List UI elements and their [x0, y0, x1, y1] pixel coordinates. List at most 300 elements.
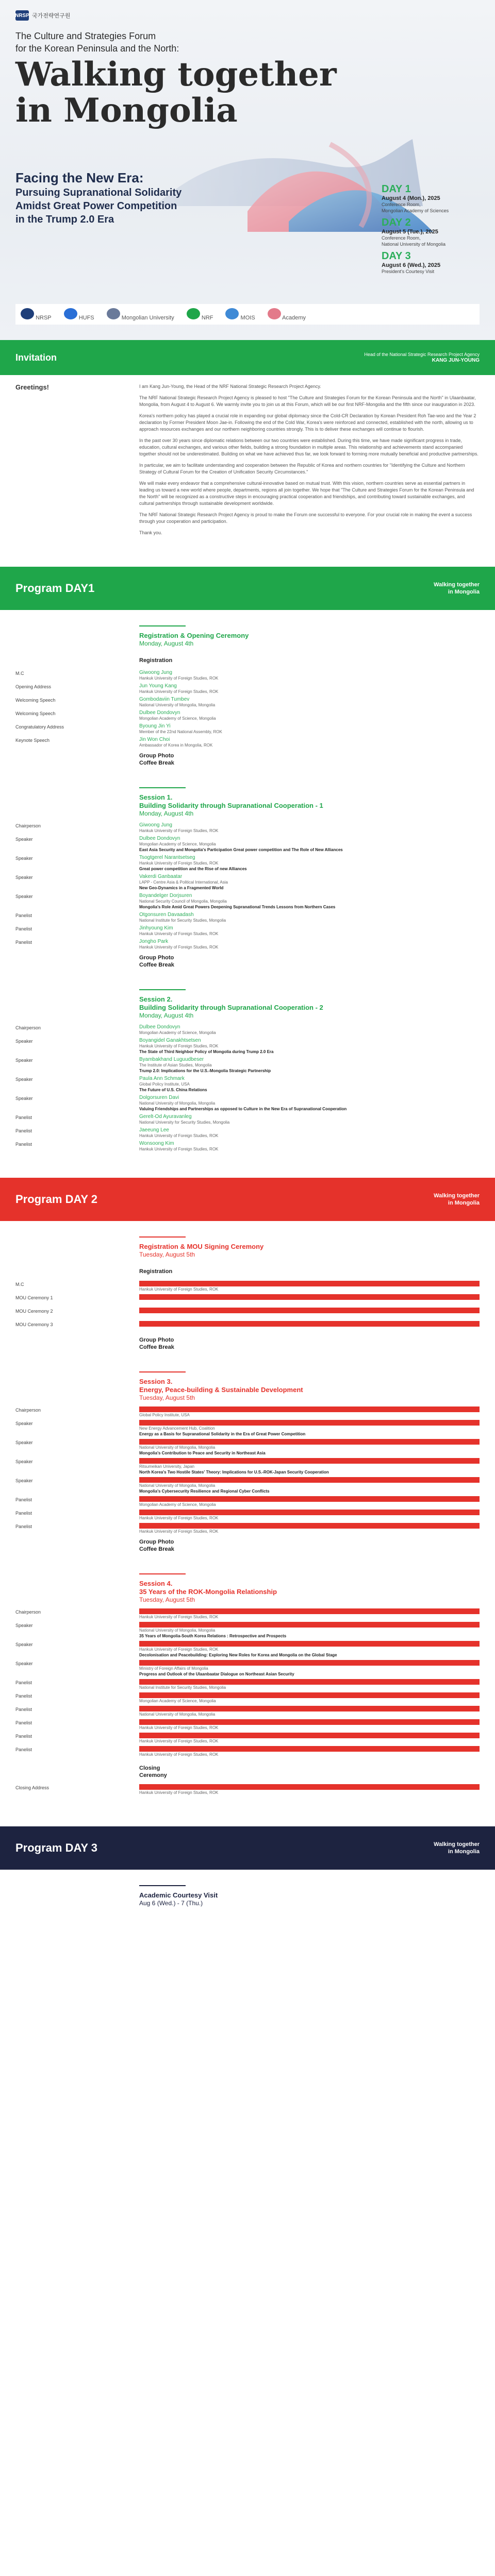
row-content — [139, 1125, 480, 1139]
row-label: Panelist — [15, 1707, 32, 1712]
program-row — [15, 668, 480, 681]
person-name: Jongho Park — [139, 1523, 480, 1529]
row-label: Panelist — [15, 926, 32, 931]
row-label: Speaker — [15, 1623, 33, 1628]
invitation-body — [0, 375, 495, 567]
section-date: Tuesday, August 5th — [139, 1251, 195, 1258]
partner-logo[interactable] — [21, 308, 52, 321]
section-divider — [139, 1236, 186, 1238]
program-row — [15, 1074, 480, 1093]
program-row — [15, 735, 480, 748]
row-content — [139, 853, 480, 872]
person-affiliation: National University of Mongolia, Mongolia — [139, 1628, 216, 1633]
invitation-text — [139, 383, 480, 536]
closing-label: Ceremony — [139, 1772, 167, 1778]
forum-subtitle-line1: The Culture and Strategies Forum — [15, 31, 156, 41]
theme-title: Facing the New Era: — [15, 170, 144, 185]
person-name: Yulo-Won Park — [139, 1641, 480, 1647]
row-label: Panelist — [15, 1747, 32, 1752]
program-row — [15, 1306, 480, 1319]
person-affiliation: Mongolian Academy of Science, Mongolia — [139, 716, 216, 721]
talk-topic: The State of Third Neighbor Policy of Mongolia during Trump 2.0 Era — [139, 1049, 274, 1054]
program-row — [15, 1125, 480, 1139]
program-row — [15, 1620, 480, 1639]
person-name: Vakerdi Ganbaatar — [139, 874, 183, 879]
person-name: Dulbee Dondovyn — [139, 1024, 180, 1030]
person-name: Dulbee Dondovyn — [139, 836, 180, 841]
invitation-header — [0, 340, 495, 375]
person-affiliation: National University of Mongolia, Mongolia — [139, 1101, 216, 1106]
row-content — [139, 1507, 480, 1521]
person-affiliation: Hankuk University of Foreign Studies, ROK — [139, 1147, 219, 1151]
row-label: Speaker — [15, 1661, 33, 1666]
row-content — [139, 910, 480, 923]
day1-header — [0, 567, 495, 610]
person-name: Maria Davaasuren — [139, 1420, 480, 1426]
row-content — [139, 1306, 480, 1319]
row-content — [139, 668, 480, 681]
row-label: Speaker — [15, 875, 33, 880]
row-label: Speaker — [15, 1642, 33, 1647]
program-row — [15, 1521, 480, 1534]
day1-session1-rows — [15, 820, 480, 950]
program-row — [15, 910, 480, 923]
talk-topic: Progress and Outlook of the Ulaanbaatar Dialogue on Northeast Asian Security — [139, 1672, 294, 1676]
closing-ceremony — [139, 1765, 480, 1779]
forum-subtitle-line2: for the Korean Peninsula and the North: — [15, 43, 179, 54]
partner-logo[interactable] — [268, 308, 306, 321]
row-content — [139, 1658, 480, 1677]
row-label: Panelist — [15, 1128, 32, 1133]
talk-topic: Mongolia's Contribution to Peace and Security in Northeast Asia — [139, 1451, 266, 1455]
registration-label: Registration — [139, 657, 173, 664]
day-summary-venue: National University of Mongolia — [382, 242, 446, 247]
day-summary-venue: Mongolian Academy of Sciences — [382, 208, 449, 213]
talk-topic: New Geo-Dynamics in a Fragmented World — [139, 886, 224, 890]
person-affiliation: National University of Mongolia, Mongolia — [139, 703, 216, 707]
day1-opening-heading — [139, 610, 480, 664]
person-name: Giwoong Jung — [139, 822, 172, 828]
talk-topic: 35 Years of Mongolia-South Korea Relations : Retrospective and Prospects — [139, 1634, 287, 1638]
person-name: Jin Won Choi — [139, 737, 170, 742]
nrsp-logo-icon — [21, 308, 34, 319]
person-affiliation: Hankuk University of Foreign Studies, ROK — [139, 1516, 219, 1520]
day1-opening-rows — [15, 668, 480, 748]
day-summary-1 — [382, 183, 485, 214]
section-title: Session 1. — [139, 793, 173, 801]
tagline-line1: Walking together — [434, 582, 480, 588]
row-label: Panelist — [15, 940, 32, 945]
program-row — [15, 923, 480, 937]
row-content — [139, 1404, 480, 1418]
row-label: Speaker — [15, 1421, 33, 1426]
row-content — [139, 1456, 480, 1475]
person-name: Khishigsaigal Bold — [139, 1496, 480, 1502]
row-content — [139, 1639, 480, 1658]
person-affiliation: National Security Council of Mongolia, Mongolia — [139, 899, 227, 904]
day2-session3-photo — [139, 1538, 480, 1553]
person-name: Kyungjin Won — [139, 1746, 480, 1752]
person-affiliation: Mongolian Academy of Science, Mongolia — [139, 1030, 216, 1035]
person-name: Otgonsuren Davaadash — [139, 912, 194, 918]
section-divider — [139, 989, 186, 990]
partner-logo-label: HUFS — [78, 314, 94, 321]
registration-label: Registration — [139, 1268, 173, 1275]
row-content — [139, 1279, 480, 1292]
program-row — [15, 1717, 480, 1731]
partner-logo[interactable] — [107, 308, 174, 321]
program-row — [15, 1456, 480, 1475]
program-row — [15, 891, 480, 910]
person-name: Jinhyoung Kim — [139, 1510, 480, 1515]
row-label: MOU Ceremony 1 — [15, 1295, 53, 1300]
person-affiliation: Hankuk University of Foreign Studies, ROK — [139, 1529, 219, 1534]
day1-session2-heading — [139, 969, 480, 1019]
section-title: Session 3. — [139, 1378, 173, 1385]
row-label: Chairperson — [15, 1408, 41, 1413]
day2-schedule — [0, 1221, 495, 1826]
program-row — [15, 1139, 480, 1152]
invitation-paragraph: The NRF National Strategic Research Project Agency is proud to make the Forum one successful to everyone. For your crucial role in making the event a success through your cooperation and participation. — [139, 512, 472, 524]
row-content — [139, 872, 480, 891]
row-content — [139, 1620, 480, 1639]
row-content — [139, 1437, 480, 1456]
day2-session4-rows — [15, 1606, 480, 1757]
row-label: M.C — [15, 1282, 24, 1287]
row-content — [139, 1744, 480, 1757]
person-affiliation: Hankuk University of Foreign Studies, ROK — [139, 1739, 219, 1743]
person-name: Signing of MOU_ Mongolian Academy of Science, Mongolia — [139, 1308, 480, 1313]
section-divider — [139, 625, 186, 626]
row-content — [139, 1782, 480, 1795]
person-name: Jun Young Kang — [139, 1608, 480, 1614]
day2-header — [0, 1178, 495, 1221]
program-row — [15, 1404, 480, 1418]
day3-header — [0, 1826, 495, 1870]
invitation-paragraph: We will make every endeavor that a comprehensive cultural-innovative based on mutual trust. With this vision, northern countries serve as essential partners in leading us toward a new world where people, departments, regions all join together. We hope that "The Culture and Strategies Forum for the Korean Peninsula and the North" will be recognized as a constructive steps in encouraging practical cooperation and friendships, and contributing toward sustainable exchanges, and cultural partnerships through sustainable development worldwide. — [139, 481, 474, 506]
talk-topic: The Future of U.S. China Relations — [139, 1088, 207, 1092]
person-affiliation: Ministry of Foreign Affairs of Mongolia — [139, 1666, 208, 1671]
person-affiliation: Global Policy Institute, USA — [139, 1082, 190, 1087]
person-name: Natsuko Sasha — [139, 1458, 480, 1464]
day2-title: Program DAY 2 — [15, 1193, 97, 1206]
forum-subtitle — [15, 30, 179, 55]
person-affiliation: Ritsumeikan University, Japan — [139, 1464, 195, 1469]
program-row — [15, 872, 480, 891]
group-photo-label: Group Photo — [139, 1539, 174, 1545]
program-row — [15, 721, 480, 735]
day-summary-title: DAY 3 — [382, 250, 411, 262]
row-label: Congratulatory Address — [15, 724, 64, 730]
invitation-paragraph: Thank you. — [139, 530, 162, 535]
person-affiliation: Hankuk University of Foreign Studies, ROK — [139, 676, 219, 681]
section-title: Session 4. — [139, 1580, 173, 1587]
row-content — [139, 735, 480, 748]
person-name: Sunhyung Yi — [139, 1719, 480, 1725]
program-row — [15, 1475, 480, 1494]
program-row — [15, 820, 480, 834]
person-affiliation: National Institute for Security Studies, Mongolia — [139, 918, 226, 923]
closing-address-row — [15, 1782, 480, 1795]
person-affiliation: Member of the 22nd National Assembly, ROK — [139, 730, 222, 734]
person-affiliation: Hankuk University of Foreign Studies, ROK — [139, 931, 219, 936]
person-affiliation: Hankuk University of Foreign Studies, ROK — [139, 1647, 219, 1652]
section-title: Academic Courtesy Visit — [139, 1891, 218, 1899]
nrsp-logo-icon: NRSP — [15, 10, 29, 21]
row-content — [139, 681, 480, 694]
person-affiliation: Hankuk University of Foreign Studies, ROK — [139, 689, 219, 694]
theme-sub-1: Pursuing Supranational Solidarity — [15, 187, 182, 198]
day-summary-title: DAY 1 — [382, 183, 411, 195]
row-label: Opening Address — [15, 684, 52, 689]
program-row — [15, 1639, 480, 1658]
day2-session3-heading — [139, 1351, 480, 1401]
row-content — [139, 1319, 480, 1332]
program-row — [15, 1022, 480, 1036]
hufs-logo-icon — [64, 308, 77, 319]
main-title-line2: in Mongolia — [15, 91, 238, 130]
row-label: Speaker — [15, 1096, 33, 1101]
partner-logo-label: NRF — [201, 314, 213, 321]
main-title-line1: Walking together — [15, 55, 337, 94]
person-affiliation: Global Policy Institute, USA — [139, 1413, 190, 1417]
row-label: Speaker — [15, 1077, 33, 1082]
section-divider — [139, 1885, 186, 1886]
person-name: Dolgorsuren Davi — [139, 1095, 179, 1100]
person-affiliation: National University of Mongolia, Mongolia — [139, 1445, 216, 1450]
row-content — [139, 923, 480, 937]
talk-topic: Great power competition and the Rise of new Alliances — [139, 867, 247, 871]
section-divider — [139, 787, 186, 788]
theme-sub-3: in the Trump 2.0 Era — [15, 214, 114, 225]
person-name: Paula Ann Schmark — [139, 1406, 480, 1412]
day-summary-venue: Conference Room, — [382, 202, 421, 207]
day3-tagline — [434, 1841, 480, 1855]
partner-logo-label: Mongolian University — [121, 314, 174, 321]
section-date: Monday, August 4th — [139, 810, 194, 817]
row-label: Panelist — [15, 1734, 32, 1739]
day3-schedule — [0, 1870, 495, 1907]
day2-tagline — [434, 1192, 480, 1207]
person-affiliation: Hankuk University of Foreign Studies, ROK — [139, 1615, 219, 1619]
person-affiliation: Hankuk University of Foreign Studies, ROK — [139, 1752, 219, 1757]
row-content — [139, 1704, 480, 1717]
partner-logo[interactable] — [64, 308, 94, 321]
person-affiliation: Hankuk University of Foreign Studies, ROK — [139, 828, 219, 833]
row-content — [139, 1418, 480, 1437]
row-content — [139, 1606, 480, 1620]
person-name: Myagmar Dashdorjaa — [139, 1692, 480, 1698]
row-label: Welcoming Speech — [15, 711, 56, 716]
brand-name: 국가전략연구원 — [32, 13, 71, 19]
day2-opening-photo — [139, 1336, 480, 1351]
nrf-logo-icon — [187, 308, 200, 319]
person-name: Byoung Jin Yi — [139, 723, 171, 729]
tagline-line2: in Mongolia — [448, 589, 480, 595]
talk-topic: Decolonisation and Peacebuilding: Exploring New Roles for Korea and Mongolia on the Global Stage — [139, 1653, 337, 1657]
section-title: Registration & MOU Signing Ceremony — [139, 1243, 264, 1250]
row-content — [139, 1731, 480, 1744]
invitation-paragraph: In the past over 30 years since diplomatic relations between our two countries were established. During this time, we have made significant progress in trade, education, cultural exchanges, and various other fields, building a strong foundation in multiple areas. This relationship and achievements stand accompanied together should not be underestimated. Building on what we have achieved thus far, we look forward to forming more mutually beneficial and productive partnerships. — [139, 438, 478, 456]
person-name: Signing of MOU_ Global Policy Institute, USA — [139, 1321, 480, 1327]
row-label: MOU Ceremony 2 — [15, 1309, 53, 1314]
program-row — [15, 1507, 480, 1521]
program-row — [15, 1418, 480, 1437]
person-name: Giwoong Jung — [139, 1281, 480, 1286]
row-label: Speaker — [15, 894, 33, 899]
person-name: Byambakhand Luguudbeser — [139, 1057, 204, 1062]
closing-label: Closing — [139, 1765, 160, 1771]
partner-logo[interactable] — [187, 308, 213, 321]
row-label: Speaker — [15, 1440, 33, 1445]
tagline-line2: in Mongolia — [448, 1849, 480, 1855]
brand[interactable] — [15, 10, 70, 21]
day-summary-venue: President's Courtesy Visit — [382, 269, 435, 274]
row-content — [139, 1690, 480, 1704]
day1-title: Program DAY1 — [15, 582, 95, 595]
person-name: Jun Young Kang — [139, 1784, 480, 1790]
row-label: Chairperson — [15, 1609, 41, 1615]
section-divider — [139, 1573, 186, 1574]
day2-session4-heading — [139, 1553, 480, 1603]
person-name: Yoosik Park — [139, 1733, 480, 1738]
row-content — [139, 1055, 480, 1074]
person-name: Paula Ann Schmark — [139, 1076, 185, 1081]
row-content — [139, 1292, 480, 1306]
group-photo-label: Group Photo — [139, 955, 174, 961]
coffee-break-label: Coffee Break — [139, 1344, 174, 1350]
row-label: Speaker — [15, 837, 33, 842]
row-label: Welcoming Speech — [15, 698, 56, 703]
row-label: Speaker — [15, 1478, 33, 1483]
invitation-paragraph: I am Kang Jun-Young, the Head of the NRF National Strategic Research Project Agency. — [139, 384, 321, 389]
main-title — [15, 57, 337, 129]
section-date: Tuesday, August 5th — [139, 1596, 195, 1603]
person-name: Jaeeung Lee — [139, 1127, 169, 1133]
invitation-paragraph: Korea's northern policy has played a crucial role in expanding our global diplomacy since the Cold-CR Declaration by Korean President Roh Tae-woo and the Year 2 declaration by Former President Moon Jae-in. Following the end of the Cold War, Korea's were reinforced and connected, established with the north, allowing us to approach resources exchanges and our northern neighboring countries strongly. This is to deliver these exchanges will continue to flourish. — [139, 413, 476, 432]
program-row — [15, 1744, 480, 1757]
day-summary-venue: Conference Room, — [382, 235, 421, 241]
person-affiliation: National University of Mongolia, Mongolia — [139, 1712, 216, 1717]
day1-session2-rows — [15, 1022, 480, 1152]
program-row — [15, 853, 480, 872]
day-summary-3 — [382, 250, 485, 275]
row-content — [139, 891, 480, 910]
row-label: Panelist — [15, 1142, 32, 1147]
person-name: Oyunsuren Damdinsuren — [139, 1439, 480, 1445]
person-name: Boyangidel Ganakhtsetsen — [139, 1038, 201, 1043]
person-name: Erdenebuya Nomuna — [139, 1660, 480, 1666]
program-row — [15, 1677, 480, 1690]
person-name: Wonsoong Kim — [139, 1141, 174, 1146]
person-affiliation: The Institute of Asian Studies, Mongolia — [139, 1063, 212, 1067]
program-row — [15, 1036, 480, 1055]
row-content — [139, 1139, 480, 1152]
program-row — [15, 1658, 480, 1677]
row-label: Panelist — [15, 1680, 32, 1685]
section-title: Session 2. — [139, 995, 173, 1003]
row-content — [139, 1717, 480, 1731]
program-row — [15, 1606, 480, 1620]
days-summary — [382, 180, 485, 275]
program-row — [15, 1494, 480, 1507]
program-row — [15, 1093, 480, 1112]
talk-topic: East Asia Security and Mongolia's Participation Great power competition and The Role of New Alliances — [139, 848, 343, 852]
talk-topic: Mongolia's Role Amid Great Powers Deepening Supranational Trends Lessons from Northern Cases — [139, 905, 336, 909]
row-label: Speaker — [15, 856, 33, 861]
program-row — [15, 1690, 480, 1704]
day-summary-date: August 4 (Mon.), 2025 — [382, 195, 440, 201]
partner-logo-label: Academy — [282, 314, 306, 321]
theme-block — [15, 170, 232, 226]
talk-topic: Energy as a Basis for Supranational Solidarity in the Era of Great Power Competition — [139, 1432, 306, 1436]
university-logo-icon — [107, 308, 120, 319]
program-row — [15, 1292, 480, 1306]
person-name: Jongho Park — [139, 939, 169, 944]
person-name: Jinhyoung Kim — [139, 925, 173, 931]
row-content — [139, 1521, 480, 1534]
invitation-paragraph: In particular, we aim to facilitate understanding and cooperation between the Republic of Korea and northern countries for "Identifying the Culture and Northern Strategy of Cultural Forum for the Creation of Unification Security Circumstances." — [139, 463, 465, 474]
section-date: Monday, August 4th — [139, 640, 194, 647]
person-affiliation: Mongolian Academy of Science, Mongolia — [139, 1502, 216, 1507]
day-summary-date: August 5 (Tue.), 2025 — [382, 229, 438, 235]
row-label: Panelist — [15, 1524, 32, 1529]
row-label: Panelist — [15, 913, 32, 918]
theme-sub-2: Amidst Great Power Competition — [15, 200, 177, 212]
person-name: Signing of MOU_ National University of Mongolia, Mongolia — [139, 1294, 480, 1300]
group-photo-label: Group Photo — [139, 1337, 174, 1343]
person-affiliation: Hankuk University of Foreign Studies, ROK — [139, 945, 219, 950]
person-affiliation: Ambassador of Korea in Mongolia, ROK — [139, 743, 213, 748]
row-content — [139, 1475, 480, 1494]
day1-session1-photo — [139, 954, 480, 969]
coffee-break-label: Coffee Break — [139, 760, 174, 766]
invitation-title: Invitation — [15, 352, 57, 363]
partner-logo[interactable] — [225, 308, 255, 321]
section-subtitle: Building Solidarity through Supranational Cooperation - 1 — [139, 802, 323, 809]
person-name: Boyandelger Dorjsuren — [139, 893, 192, 899]
program-row — [15, 694, 480, 708]
day1-tagline — [434, 581, 480, 596]
person-affiliation: LAPP - Centre Asia & Political International, Asia — [139, 880, 228, 885]
day1-opening-photo — [139, 752, 480, 767]
invitation-role: Head of the National Strategic Research Project Agency — [364, 352, 480, 357]
person-name: Batsuh Auvvji — [139, 1706, 480, 1711]
program-row — [15, 937, 480, 950]
day3-visit-heading — [139, 1870, 480, 1907]
day2-opening-heading — [139, 1221, 480, 1275]
row-content — [139, 820, 480, 834]
section-subtitle: Building Solidarity through Supranational Cooperation - 2 — [139, 1004, 323, 1011]
partner-logo-label: MOIS — [240, 314, 255, 321]
row-label: Speaker — [15, 1459, 33, 1464]
program-row — [15, 1112, 480, 1125]
invitation-name: KANG JUN-YOUNG — [432, 358, 480, 363]
invitation-signature — [364, 351, 480, 364]
row-content — [139, 1074, 480, 1093]
program-row — [15, 708, 480, 721]
day-summary-title: DAY 2 — [382, 217, 411, 228]
day3-title: Program DAY 3 — [15, 1841, 97, 1854]
person-affiliation: National Institute for Security Studies, Mongolia — [139, 1685, 226, 1690]
section-title: Registration & Opening Ceremony — [139, 632, 249, 639]
person-affiliation: National University of Mongolia, Mongolia — [139, 1483, 216, 1488]
row-content — [139, 1022, 480, 1036]
row-content — [139, 1093, 480, 1112]
day1-schedule — [0, 610, 495, 1178]
section-date: Monday, August 4th — [139, 1012, 194, 1019]
hero-banner — [0, 0, 495, 340]
